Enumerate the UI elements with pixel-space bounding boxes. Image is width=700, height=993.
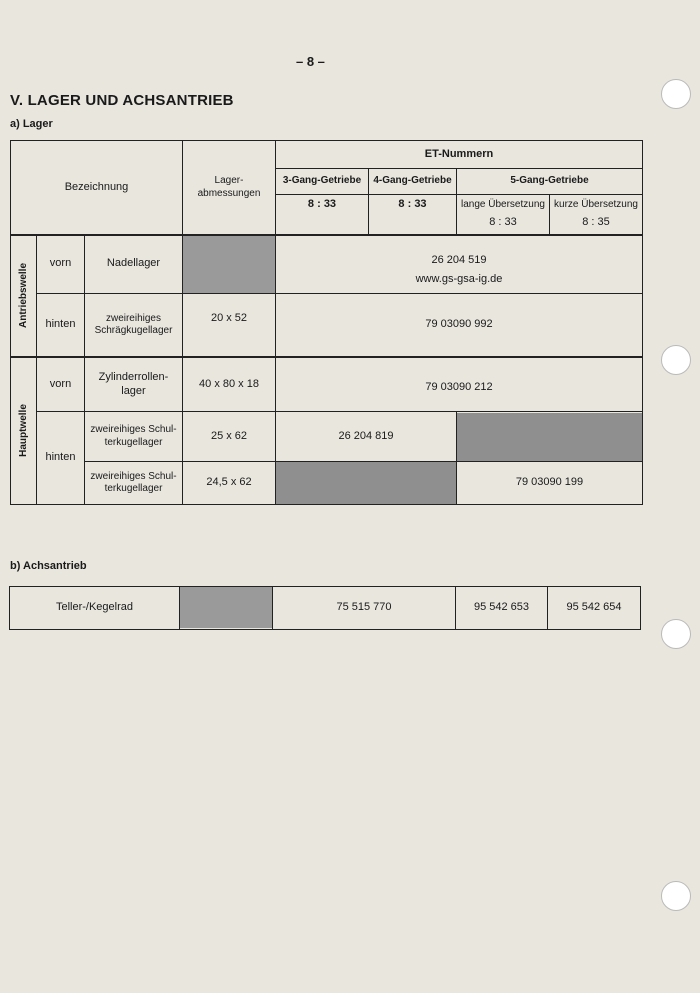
header-ratio-4gang: 8 : 33 xyxy=(398,198,427,211)
group-antriebswelle: Antriebswelle xyxy=(18,262,29,329)
header-kurze-ratio: 8 : 35 xyxy=(582,216,610,229)
row1-et-number: 26 204 519 xyxy=(431,254,487,267)
header-4gang: 4-Gang-Getriebe xyxy=(373,175,452,187)
section-title: V. LAGER UND ACHSANTRIEB xyxy=(10,92,234,109)
achsantrieb-label: Teller-/Kegelrad xyxy=(55,600,134,613)
row1-type: Nadellager xyxy=(106,257,161,270)
row4-type: zweireihiges Schul- terkugellager xyxy=(90,424,177,448)
subsection-achsantrieb-heading: b) Achsantrieb xyxy=(10,560,87,572)
header-3gang: 3-Gang-Getriebe xyxy=(282,175,362,187)
subsection-lager-heading: a) Lager xyxy=(10,118,53,130)
page-number: – 8 – xyxy=(296,54,325,69)
row2-dimensions: 20 x 52 xyxy=(210,312,248,325)
row1-position: vorn xyxy=(49,257,72,270)
header-5gang: 5-Gang-Getriebe xyxy=(510,175,589,187)
row5-dimensions: 24,5 x 62 xyxy=(206,476,252,489)
row2-position: hinten xyxy=(45,318,76,331)
header-bezeichnung: Bezeichnung xyxy=(64,180,129,193)
header-lange-ratio: 8 : 33 xyxy=(489,216,517,229)
row5-et-number: 79 03090 199 xyxy=(515,476,584,489)
achsantrieb-et-kurz: 95 542 654 xyxy=(566,600,622,613)
binder-hole-2 xyxy=(661,345,691,375)
binder-hole-1 xyxy=(661,79,691,109)
achsantrieb-et-3-4gang: 75 515 770 xyxy=(336,600,392,613)
header-kurze-label: kurze Übersetzung xyxy=(554,198,638,210)
row3-et-number: 79 03090 212 xyxy=(425,381,493,394)
watermark-url: www.gs-gsa-ig.de xyxy=(415,273,503,286)
header-et-nummern: ET-Nummern xyxy=(424,147,494,160)
row2-type: zweireihiges Schrägkugellager xyxy=(94,312,173,336)
header-lange-label: lange Übersetzung xyxy=(461,198,545,210)
binder-hole-3 xyxy=(661,619,691,649)
row5-type: zweireihiges Schul- terkugellager xyxy=(90,470,177,494)
binder-hole-4 xyxy=(661,881,691,911)
row3-type: Zylinderrollen- lager xyxy=(98,370,169,397)
header-abmessungen: Lager- abmessungen xyxy=(197,175,261,199)
row4-dimensions: 25 x 62 xyxy=(210,429,248,442)
row2-et-number: 79 03090 992 xyxy=(425,318,493,331)
header-ratio-3gang: 8 : 33 xyxy=(307,198,337,211)
group-hauptwelle: Hauptwelle xyxy=(18,404,30,457)
row4-et-number: 26 204 819 xyxy=(338,429,394,442)
row3-position: vorn xyxy=(49,377,72,390)
row45-position: hinten xyxy=(45,451,76,464)
achsantrieb-et-lang: 95 542 653 xyxy=(473,600,530,613)
row3-dimensions: 40 x 80 x 18 xyxy=(199,377,259,390)
